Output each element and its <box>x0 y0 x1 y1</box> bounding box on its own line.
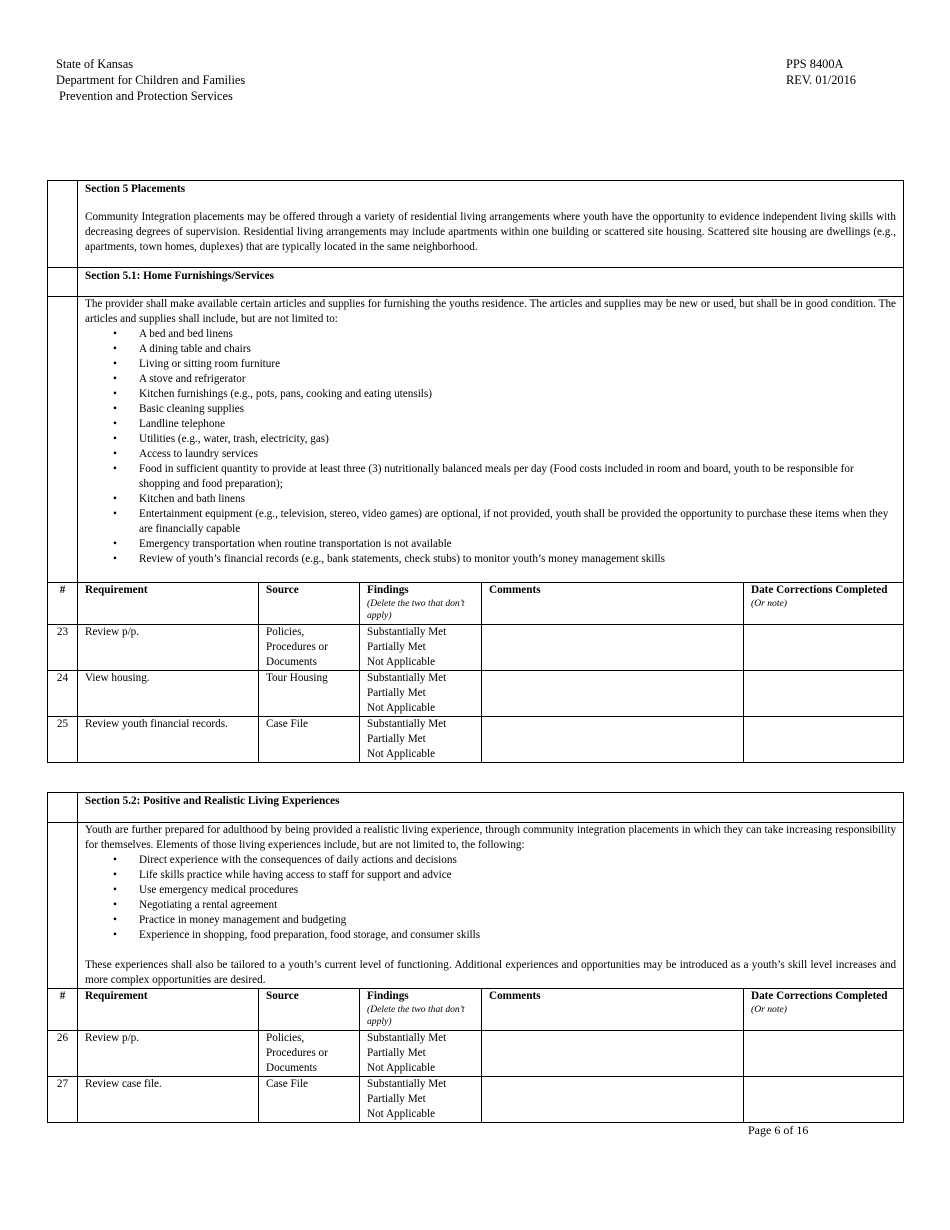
date-cell[interactable] <box>744 1031 904 1077</box>
col-findings: Findings (Delete the two that don’t apply) <box>360 583 482 625</box>
findings-cell[interactable]: Substantially Met Partially Met Not Applicable <box>360 671 482 717</box>
list-item: • Life skills practice while having access to staff for support and advice <box>139 868 896 883</box>
col-date: Date Corrections Completed (Or note) <box>744 989 904 1031</box>
list-item: • Review of youth’s financial records (e.g., bank statements, check stubs) to monitor youth’s money management skills <box>139 552 896 567</box>
comments-cell[interactable] <box>482 1031 744 1077</box>
list-item: • Practice in money management and budgeting <box>139 913 896 928</box>
findings-cell[interactable]: Substantially Met Partially Met Not Applicable <box>360 717 482 763</box>
comments-cell[interactable] <box>482 1077 744 1123</box>
list-item: • Experience in shopping, food preparation, food storage, and consumer skills <box>139 928 896 943</box>
section51-intro: The provider shall make available certain articles and supplies for furnishing the youths residence. The articles and supplies may be new or used, but shall be in good condition. The articles and supplies shall include, but are not limited to: <box>85 298 896 325</box>
table-row: 26 Review p/p. Policies, Procedures or Documents Substantially Met Partially Met Not Applicable <box>48 1031 904 1077</box>
page-number: Page 6 of 16 <box>748 1123 809 1137</box>
section51-title: Section 5.1: Home Furnishings/Services <box>85 270 274 282</box>
section5-cell <box>78 181 904 268</box>
list-item: • Food in sufficient quantity to provide at least three (3) nutritionally balanced meals per day (Food costs included in room and board, youth to be responsible for shopping and food preparation); <box>139 462 896 492</box>
table-row: 24 View housing. Tour Housing Substantially Met Partially Met Not Applicable <box>48 671 904 717</box>
section52-body <box>78 823 904 989</box>
list-item: • Negotiating a rental agreement <box>139 898 896 913</box>
table-row: 25 Review youth financial records. Case File Substantially Met Partially Met Not Applicable <box>48 717 904 763</box>
column-header-row <box>48 583 904 625</box>
findings-cell[interactable]: Substantially Met Partially Met Not Applicable <box>360 625 482 671</box>
section5-title: Section 5 Placements <box>85 183 186 195</box>
header-division: Prevention and Protection Services <box>59 89 233 103</box>
date-cell[interactable] <box>744 625 904 671</box>
section52-table <box>47 792 904 1123</box>
list-item: • Emergency transportation when routine transportation is not available <box>139 537 896 552</box>
list-item: • Utilities (e.g., water, trash, electricity, gas) <box>139 432 896 447</box>
list-item: • A bed and bed linens <box>139 327 896 342</box>
list-item: • Use emergency medical procedures <box>139 883 896 898</box>
comments-cell[interactable] <box>482 625 744 671</box>
list-item: • Entertainment equipment (e.g., television, stereo, video games) are optional, if not provided, youth shall be provided the opportunity to purchase these items when they are financially capable <box>139 507 896 537</box>
col-num: # <box>48 989 78 1031</box>
column-header-row <box>48 989 904 1031</box>
col-requirement: Requirement <box>78 989 259 1031</box>
section52-title: Section 5.2: Positive and Realistic Living Experiences <box>85 795 340 807</box>
section51-body <box>78 297 904 583</box>
comments-cell[interactable] <box>482 717 744 763</box>
table-row: 23 Review p/p. Policies, Procedures or Documents Substantially Met Partially Met Not Applicable <box>48 625 904 671</box>
header-state: State of Kansas <box>56 57 134 71</box>
list-item: • Landline telephone <box>139 417 896 432</box>
col-num: # <box>48 583 78 625</box>
list-item: • A stove and refrigerator <box>139 372 896 387</box>
col-requirement: Requirement <box>78 583 259 625</box>
header-department: Department for Children and Families <box>56 73 246 87</box>
list-item: • Basic cleaning supplies <box>139 402 896 417</box>
col-source: Source <box>259 583 360 625</box>
list-item: • Kitchen furnishings (e.g., pots, pans, cooking and eating utensils) <box>139 387 896 402</box>
section5-table <box>47 180 904 763</box>
form-number: PPS 8400A <box>786 57 844 71</box>
date-cell[interactable] <box>744 717 904 763</box>
section52-intro: Youth are further prepared for adulthood by being provided a realistic living experience, through community integration placements in which they can take increasing responsibility for themselves. Elements of those living experiences include, but are not limited to, the following: <box>85 824 897 851</box>
section5-text: Community Integration placements may be offered through a variety of residential living arrangements where youth have the opportunity to evidence independent living skills with decreasing degrees of supervision. Residential living arrangements may include apartments within one building or scattered site housing. Scattered site housing are dwellings (e.g., apartments, town homes, duplexes) that are typically located in the same neighborhood. <box>85 211 896 253</box>
section51-list <box>85 327 896 567</box>
comments-cell[interactable] <box>482 671 744 717</box>
col-findings: Findings (Delete the two that don’t apply) <box>360 989 482 1031</box>
list-item: • Kitchen and bath linens <box>139 492 896 507</box>
list-item: • A dining table and chairs <box>139 342 896 357</box>
header-right <box>786 56 856 88</box>
col-source: Source <box>259 989 360 1031</box>
findings-cell[interactable]: Substantially Met Partially Met Not Applicable <box>360 1077 482 1123</box>
section52-closing: These experiences shall also be tailored to a youth’s current level of functioning. Additional experiences and opportunities may be introduced as a youth’s skill level increases and more complex opportunities are desired. <box>85 959 897 986</box>
findings-cell[interactable]: Substantially Met Partially Met Not Applicable <box>360 1031 482 1077</box>
col-comments: Comments <box>482 583 744 625</box>
date-cell[interactable] <box>744 671 904 717</box>
table-row: 27 Review case file. Case File Substantially Met Partially Met Not Applicable <box>48 1077 904 1123</box>
list-item: • Direct experience with the consequences of daily actions and decisions <box>139 853 896 868</box>
col-date: Date Corrections Completed (Or note) <box>744 583 904 625</box>
list-item: • Living or sitting room furniture <box>139 357 896 372</box>
form-revision: REV. 01/2016 <box>786 73 856 87</box>
col-comments: Comments <box>482 989 744 1031</box>
list-item: • Access to laundry services <box>139 447 896 462</box>
header-left <box>56 56 245 104</box>
section52-list <box>85 853 896 943</box>
date-cell[interactable] <box>744 1077 904 1123</box>
